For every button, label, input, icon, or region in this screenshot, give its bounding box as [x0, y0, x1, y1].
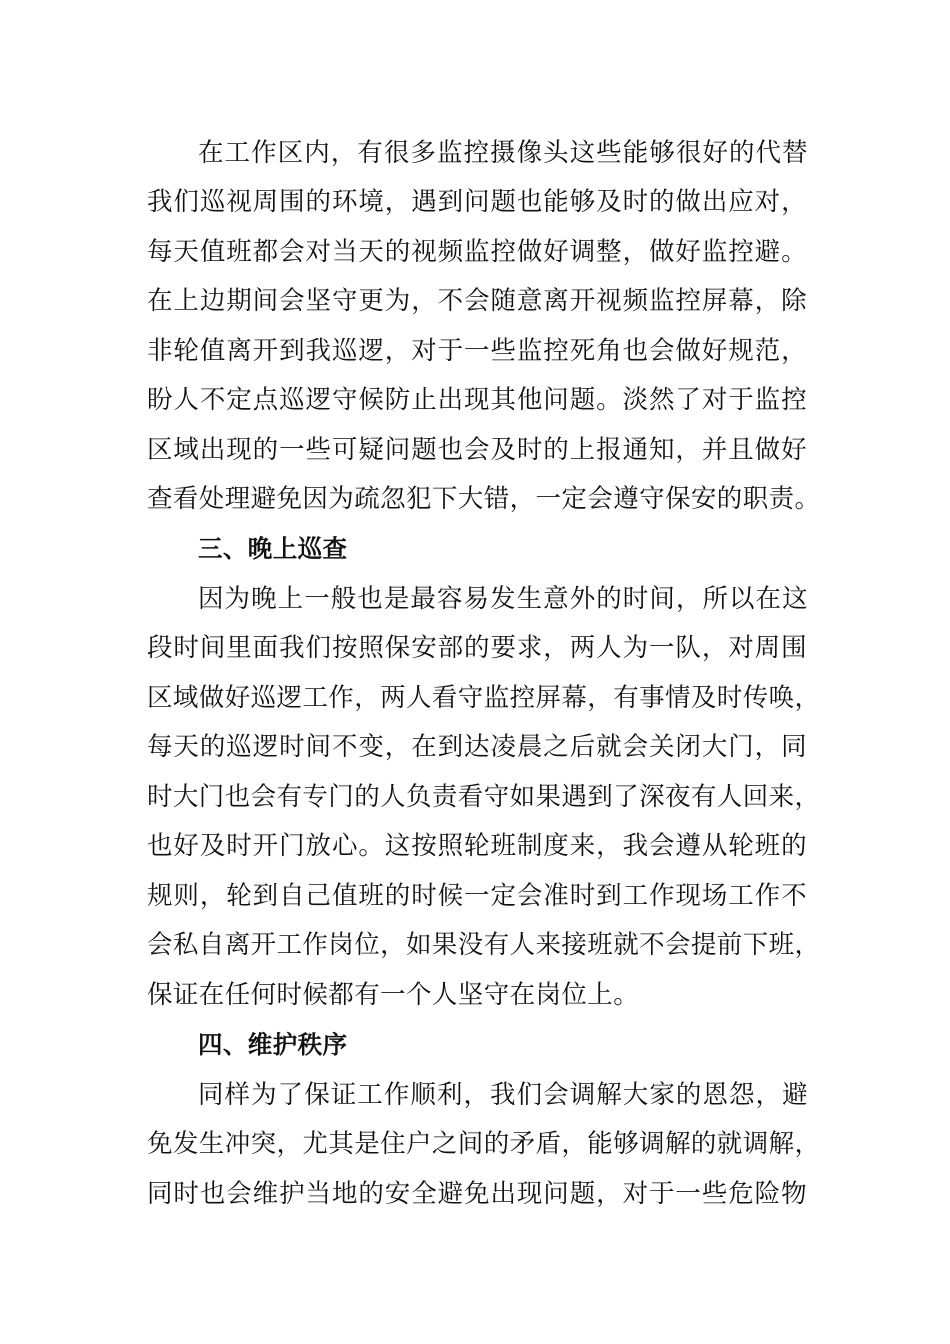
paragraph-line: 也好及时开门放心。这按照轮班制度来，我会遵从轮班的: [147, 831, 807, 861]
paragraph-line: 会私自离开工作岗位，如果没有人来接班就不会提前下班，: [147, 930, 821, 960]
paragraph-line: 同时也会维护当地的安全避免出现问题，对于一些危险物: [147, 1179, 807, 1209]
paragraph-line: 因为晚上一般也是最容易发生意外的时间，所以在这: [198, 584, 808, 614]
paragraph-line: 规则，轮到自己值班的时候一定会准时到工作现场工作不: [147, 881, 807, 911]
paragraph-line: 免发生冲突，尤其是住户之间的矛盾，能够调解的就调解，: [147, 1129, 821, 1159]
paragraph-line: 同样为了保证工作顺利，我们会调解大家的恩怨，避: [198, 1080, 808, 1110]
paragraph-line: 区域出现的一些可疑问题也会及时的上报通知，并且做好: [147, 435, 807, 465]
paragraph-line: 查看处理避免因为疏忽犯下大错，一定会遵守保安的职责。: [147, 484, 821, 514]
paragraph-line: 保证在任何时候都有一个人坚守在岗位上。: [147, 980, 640, 1010]
paragraph-line: 在上边期间会坚守更为，不会随意离开视频监控屏幕，除: [147, 286, 807, 316]
paragraph-line: 每天的巡逻时间不变，在到达凌晨之后就会关闭大门，同: [147, 732, 807, 762]
section-heading: 四、维护秩序: [198, 1030, 348, 1059]
paragraph-line: 区域做好巡逻工作，两人看守监控屏幕，有事情及时传唤，: [147, 683, 821, 713]
paragraph-line: 盼人不定点巡逻守候防止出现其他问题。淡然了对于监控: [147, 385, 807, 415]
section-heading: 三、晚上巡查: [198, 534, 348, 563]
paragraph-line: 在工作区内，有很多监控摄像头这些能够很好的代替: [198, 138, 808, 168]
paragraph-line: 我们巡视周围的环境，遇到问题也能够及时的做出应对，: [147, 187, 807, 217]
paragraph-line: 时大门也会有专门的人负责看守如果遇到了深夜有人回来，: [147, 782, 821, 812]
paragraph-line: 非轮值离开到我巡逻，对于一些监控死角也会做好规范，: [147, 336, 807, 366]
paragraph-line: 段时间里面我们按照保安部的要求，两人为一队，对周围: [147, 633, 807, 663]
paragraph-line: 每天值班都会对当天的视频监控做好调整，做好监控避。: [147, 237, 807, 267]
